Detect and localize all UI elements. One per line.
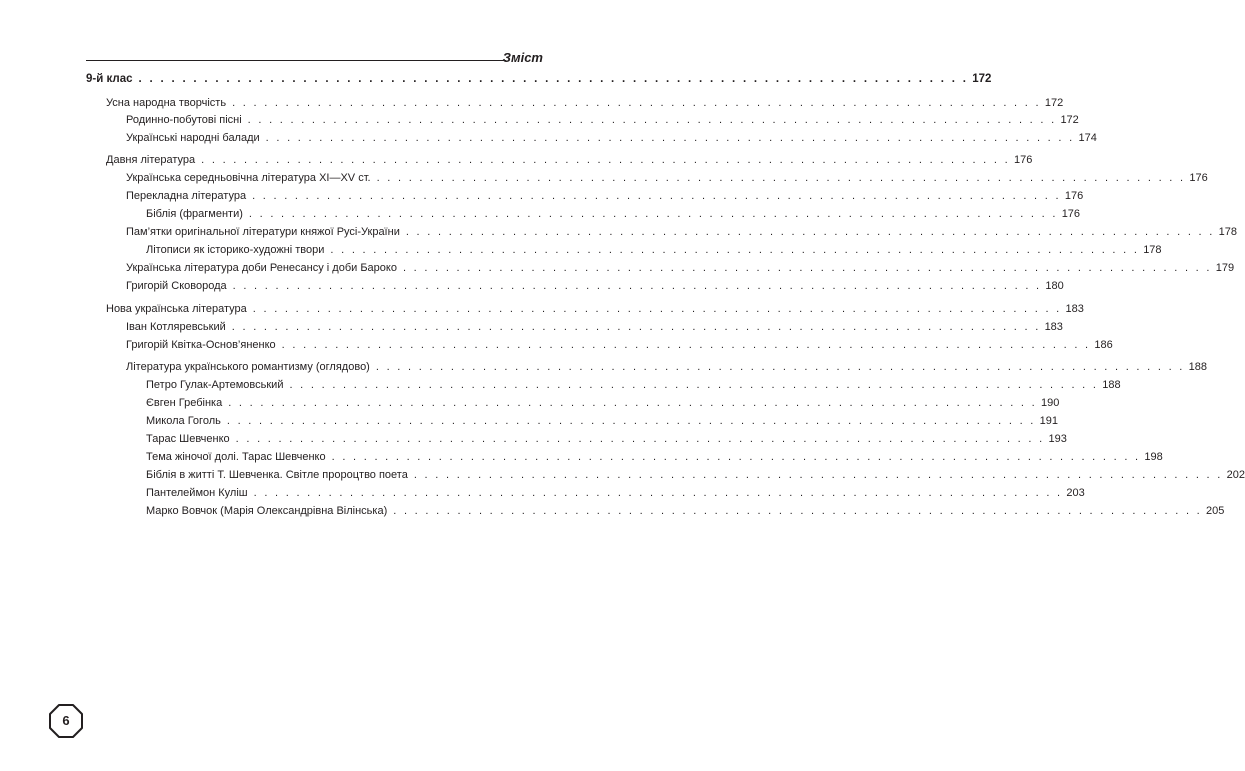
toc-entry[interactable]	[106, 96, 1064, 110]
toc-entry-title: Біблія (фрагменти)	[146, 208, 243, 220]
toc-entry-title: 9-й клас	[86, 73, 133, 85]
toc-entry-page: 172	[972, 73, 992, 85]
dot-leader: . . . . . . . . . . . . . . . . . . . . . . . . . . . . . . . . . . . . . . . . . . . . . . . . . . . . . . . . . . . . . . . . . . . . . . . . . . . .	[231, 321, 1041, 333]
dot-leader: . . . . . . . . . . . . . . . . . . . . . . . . . . . . . . . . . . . . . . . . . . . . . . . . . . . . . . . . . . . . . . . . . . . . . . . . . . . .	[265, 132, 1075, 144]
toc-entry-page: 183	[1065, 303, 1084, 315]
dot-leader: . . . . . . . . . . . . . . . . . . . . . . . . . . . . . . . . . . . . . . . . . . . . . . . . . . . . . . . . . . . . . . . . . . . . . . . . . . . .	[232, 280, 1042, 292]
dot-leader: . . . . . . . . . . . . . . . . . . . . . . . . . . . . . . . . . . . . . . . . . . . . . . . . . . . . . . . . . . . . . . . . . . . . . . . . . . . .	[330, 244, 1140, 256]
page-title: Зміст	[502, 50, 543, 65]
toc-entry-title: Тарас Шевченко	[146, 433, 230, 445]
toc-entry[interactable]	[146, 432, 1067, 446]
toc-entry-title: Григорій Квітка-Основ’яненко	[126, 339, 276, 351]
toc-entry-title: Перекладна література	[126, 190, 247, 202]
toc-entry-page: 176	[1189, 172, 1208, 184]
dot-leader: . . . . . . . . . . . . . . . . . . . . . . . . . . . . . . . . . . . . . . . . . . . . . . . . . . . . . . . . . . . . . . . . . . . . . . . . . . . .	[253, 487, 1063, 499]
toc-entry-page: 176	[1064, 190, 1084, 202]
toc-entry[interactable]	[146, 486, 1085, 500]
dot-leader: . . . . . . . . . . . . . . . . . . . . . . . . . . . . . . . . . . . . . . . . . . . . . . . . . . . . . . . . . . . . . . . . . . . . . . . . . . . .	[252, 190, 1061, 202]
toc-entry[interactable]	[146, 450, 1163, 464]
dot-leader: . . . . . . . . . . . . . . . . . . . . . . . . . . . . . . . . . . . . . . . . . . . . . . . . . . . . . . . . . . . . . . . . . . . . . . . . . . . .	[248, 208, 1058, 220]
toc-entry-title: Українська література доби Ренесансу і доби Бароко	[126, 262, 397, 274]
toc-entry[interactable]	[126, 279, 1064, 293]
toc-entry-title: Усна народна творчість	[106, 97, 227, 109]
dot-leader: . . . . . . . . . . . . . . . . . . . . . . . . . . . . . . . . . . . . . . . . . . . . . . . . . . . . . . . . . . . . . . . . . . . . . . . . . . . .	[235, 433, 1045, 445]
page-number-badge	[48, 703, 84, 739]
dot-leader: . . . . . . . . . . . . . . . . . . . . . . . . . . . . . . . . . . . . . . . . . . . . . . . . . . . . . . . . . . . . . . . . . . . . . . . . . . . .	[138, 73, 969, 85]
toc-entry-page: 179	[1215, 262, 1235, 274]
dot-leader: . . . . . . . . . . . . . . . . . . . . . . . . . . . . . . . . . . . . . . . . . . . . . . . . . . . . . . . . . . . . . . . . . . . . . . . . . . . .	[405, 226, 1215, 238]
toc-entry-title: Микола Гоголь	[146, 415, 221, 427]
toc-entry[interactable]	[146, 414, 1058, 428]
toc-entry[interactable]	[126, 225, 1237, 239]
toc-entry-page: 198	[1144, 451, 1163, 463]
toc-entry[interactable]	[126, 113, 1079, 127]
dot-leader: . . . . . . . . . . . . . . . . . . . . . . . . . . . . . . . . . . . . . . . . . . . . . . . . . . . . . . . . . . . . . . . . . . . . . . . . . . . .	[413, 469, 1223, 481]
toc-entry[interactable]	[146, 504, 1225, 518]
dot-leader: . . . . . . . . . . . . . . . . . . . . . . . . . . . . . . . . . . . . . . . . . . . . . . . . . . . . . . . . . . . . . . . . . . . . . . . . . . . .	[375, 361, 1185, 373]
toc-entry[interactable]	[126, 261, 1235, 275]
toc-entry-title: Іван Котляревський	[126, 321, 226, 333]
toc-entry-title: Літописи як історико-художні твори	[146, 244, 325, 256]
toc-entry-title: Українська середньовічна література XI—XV ст.	[126, 172, 371, 184]
toc-entry-title: Нова українська література	[106, 303, 247, 315]
dot-leader: . . . . . . . . . . . . . . . . . . . . . . . . . . . . . . . . . . . . . . . . . . . . . . . . . . . . . . . . . . . . . . . . . . . . . . . . . . . .	[228, 397, 1037, 409]
page-number: 6	[62, 713, 70, 728]
toc-entry-title: Петро Гулак-Артемовський	[146, 379, 284, 391]
toc-entry-page: 174	[1078, 132, 1097, 144]
toc-entry-title: Пантелеймон Куліш	[146, 487, 248, 499]
toc-entry[interactable]	[146, 468, 1245, 482]
toc-entry-page: 172	[1044, 97, 1064, 109]
toc-entry-page: 188	[1102, 379, 1121, 391]
toc-entry-page: 178	[1143, 244, 1162, 256]
dot-leader: . . . . . . . . . . . . . . . . . . . . . . . . . . . . . . . . . . . . . . . . . . . . . . . . . . . . . . . . . . . . . . . . . . . . . . . . . . . .	[376, 172, 1186, 184]
toc-entry-title: Родинно-побутові пісні	[126, 114, 242, 126]
toc-entry-title: Пам’ятки оригінальної літератури княжої Русі-України	[126, 226, 400, 238]
toc-entry[interactable]	[146, 243, 1162, 257]
toc-entry[interactable]	[146, 207, 1081, 221]
toc-entry-title: Григорій Сковорода	[126, 280, 227, 292]
toc-entry-page: 180	[1045, 280, 1064, 292]
toc-entry[interactable]	[106, 153, 1033, 167]
toc-entry[interactable]	[126, 131, 1097, 145]
dot-leader: . . . . . . . . . . . . . . . . . . . . . . . . . . . . . . . . . . . . . . . . . . . . . . . . . . . . . . . . . . . . . . . . . . . . . . . . . . . .	[402, 262, 1212, 274]
toc-entry-page: 202	[1226, 469, 1245, 481]
dot-leader: . . . . . . . . . . . . . . . . . . . . . . . . . . . . . . . . . . . . . . . . . . . . . . . . . . . . . . . . . . . . . . . . . . . . . . . . . . . .	[226, 415, 1036, 427]
dot-leader: . . . . . . . . . . . . . . . . . . . . . . . . . . . . . . . . . . . . . . . . . . . . . . . . . . . . . . . . . . . . . . . . . . . . . . . . . . . .	[252, 303, 1062, 315]
toc-entry-page: 190	[1041, 397, 1060, 409]
toc-entry-page: 176	[1061, 208, 1081, 220]
toc-entry-title: Марко Вовчок (Марія Олександрівна Вілінська)	[146, 505, 388, 517]
dot-leader: . . . . . . . . . . . . . . . . . . . . . . . . . . . . . . . . . . . . . . . . . . . . . . . . . . . . . . . . . . . . . . . . . . . . . . . . . . . .	[201, 154, 1010, 166]
toc-entry-title: Євген Гребінка	[146, 397, 223, 409]
toc-entry-page: 191	[1039, 415, 1058, 427]
toc-entry-grade-9[interactable]	[86, 72, 992, 86]
toc-entry[interactable]	[126, 320, 1063, 334]
toc-entry-title: Давня література	[106, 154, 196, 166]
toc-entry-title: Біблія в житті Т. Шевченка. Світле пророцтво поета	[146, 469, 408, 481]
toc-entry-page: 172	[1060, 114, 1079, 126]
toc-entry[interactable]	[126, 171, 1208, 185]
dot-leader: . . . . . . . . . . . . . . . . . . . . . . . . . . . . . . . . . . . . . . . . . . . . . . . . . . . . . . . . . . . . . . . . . . . . . . . . . . . .	[281, 339, 1091, 351]
dot-leader: . . . . . . . . . . . . . . . . . . . . . . . . . . . . . . . . . . . . . . . . . . . . . . . . . . . . . . . . . . . . . . . . . . . . . . . . . . . .	[289, 379, 1099, 391]
toc-entry-page: 203	[1066, 487, 1085, 499]
toc-entry-page: 205	[1206, 505, 1225, 517]
toc-entry-page: 186	[1094, 339, 1113, 351]
toc-entry[interactable]	[146, 396, 1060, 410]
toc-entry[interactable]	[146, 378, 1121, 392]
toc-entry[interactable]	[106, 302, 1084, 316]
toc-entry[interactable]	[126, 360, 1207, 374]
toc-entry[interactable]	[126, 338, 1113, 352]
toc-entry-title: Література українського романтизму (оглядово)	[126, 361, 370, 373]
dot-leader: . . . . . . . . . . . . . . . . . . . . . . . . . . . . . . . . . . . . . . . . . . . . . . . . . . . . . . . . . . . . . . . . . . . . . . . . . . . .	[232, 97, 1041, 109]
toc-entry-title: Тема жіночої долі. Тарас Шевченко	[146, 451, 326, 463]
toc-entry-page: 176	[1013, 154, 1033, 166]
toc-entry-page: 188	[1188, 361, 1207, 373]
dot-leader: . . . . . . . . . . . . . . . . . . . . . . . . . . . . . . . . . . . . . . . . . . . . . . . . . . . . . . . . . . . . . . . . . . . . . . . . . . . .	[393, 505, 1203, 517]
dot-leader: . . . . . . . . . . . . . . . . . . . . . . . . . . . . . . . . . . . . . . . . . . . . . . . . . . . . . . . . . . . . . . . . . . . . . . . . . . . .	[247, 114, 1057, 126]
dot-leader: . . . . . . . . . . . . . . . . . . . . . . . . . . . . . . . . . . . . . . . . . . . . . . . . . . . . . . . . . . . . . . . . . . . . . . . . . . . .	[331, 451, 1141, 463]
toc-entry-title: Українські народні балади	[126, 132, 260, 144]
toc-entry[interactable]	[126, 189, 1084, 203]
toc-entry-page: 183	[1044, 321, 1063, 333]
toc-entry-page: 193	[1048, 433, 1067, 445]
toc-entry-page: 178	[1218, 226, 1237, 238]
